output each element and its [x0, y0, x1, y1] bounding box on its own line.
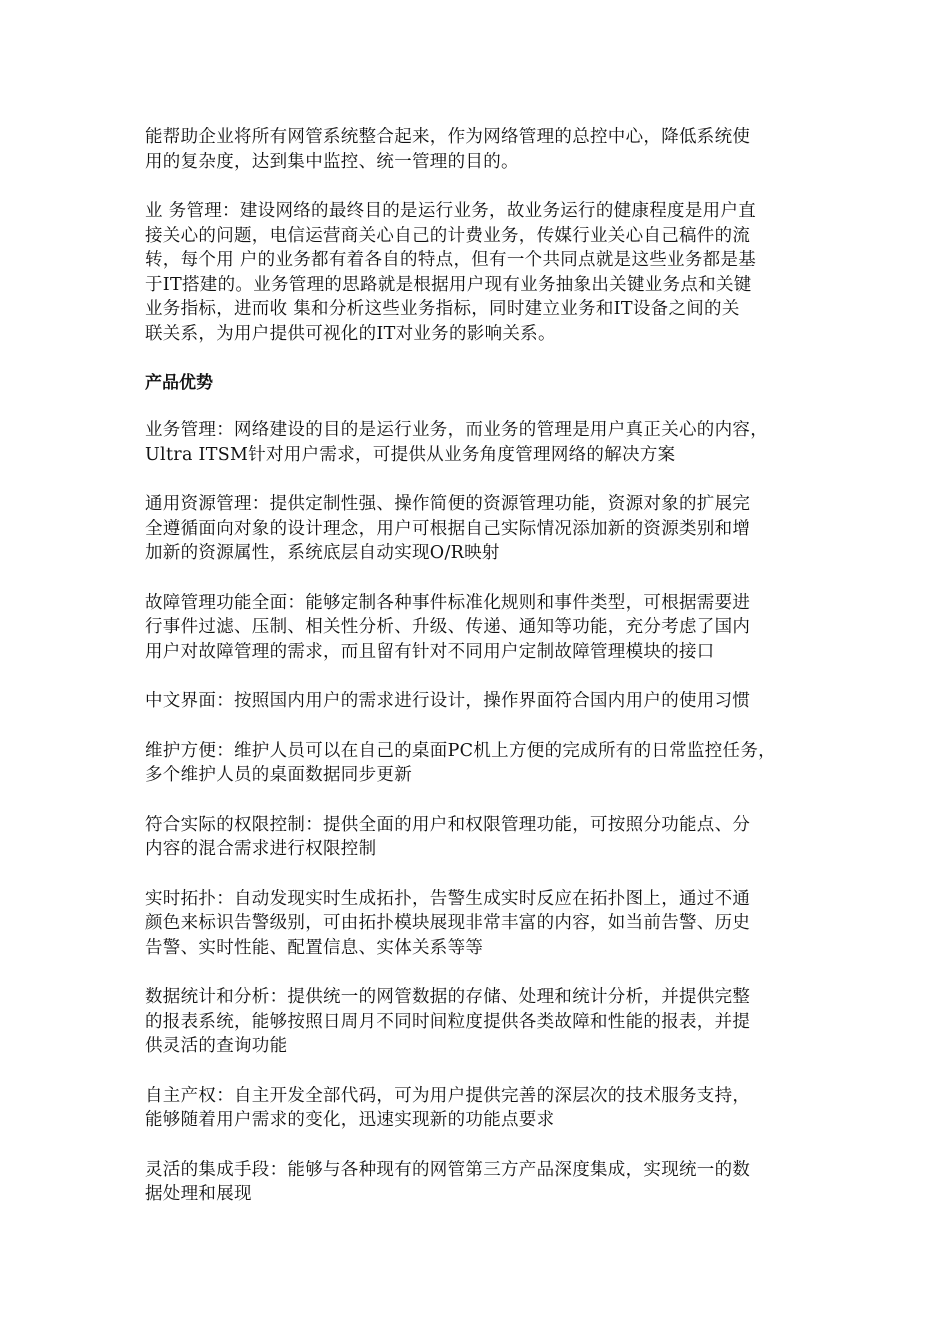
document-page	[145, 125, 810, 1232]
advantage-paragraph: 自主产权：自主开发全部代码，可为用户提供完善的深层次的技术服务支持， 能够随着用户需求的变化，迅速实现新的功能点要求	[145, 1085, 751, 1130]
section-heading: 产品优势	[145, 373, 213, 393]
advantage-paragraph: 数据统计和分析：提供统一的网管数据的存储、处理和统计分析，并提供完整 的报表系统，能够按照日周月不同时间粒度提供各类故障和性能的报表，并提 供灵活的查询功能	[145, 987, 751, 1056]
intro-paragraph: 能帮助企业将所有网管系统整合起来，作为网络管理的总控中心，降低系统使 用的复杂度，达到集中监控、统一管理的目的。	[145, 127, 751, 172]
advantage-paragraph: 实时拓扑：自动发现实时生成拓扑，告警生成实时反应在拓扑图上，通过不通 颜色来标识告警级别，可由拓扑模块展现非常丰富的内容，如当前告警、历史 告警、实时性能、配置信息、实体关系等等	[145, 888, 751, 958]
advantage-paragraph: 灵活的集成手段：能够与各种现有的网管第三方产品深度集成，实现统一的数 据处理和展现	[145, 1159, 751, 1204]
advantage-paragraph: 故障管理功能全面：能够定制各种事件标准化规则和事件类型，可根据需要进 行事件过滤、压制、相关性分析、升级、传递、通知等功能，充分考虑了国内 用户对故障管理的需求，而且留有针对不同用户定制故障管理模块的接口	[145, 592, 751, 662]
business-management-paragraph: 业 务管理：建设网络的最终目的是运行业务，故业务运行的健康程度是用户直 接关心的问题，电信运营商关心自己的计费业务，传媒行业关心自己稿件的流 转，每个用 户的业务都有着各自的特点，但有一个共同点就是这些业务都是基 于IT搭建的。业务管理的思路就是根据用户现有业务抽象出关键业务点和关键 业务指标，进而收 集和分析这些业务指标，同时建立业务和IT设备之间的关 联关系，为用户提供可视化的IT对业务的影响关系。	[145, 201, 757, 344]
advantage-paragraph: 符合实际的权限控制：提供全面的用户和权限管理功能，可按照分功能点、分 内容的混合需求进行权限控制	[145, 814, 751, 859]
advantage-paragraph: 业务管理：网络建设的目的是运行业务，而业务的管理是用户真正关心的内容， Ultra ITSM针对用户需求，可提供从业务角度管理网络的解决方案	[145, 420, 768, 465]
advantage-paragraph: 中文界面：按照国内用户的需求进行设计，操作界面符合国内用户的使用习惯	[145, 691, 751, 711]
advantage-paragraph: 维护方便：维护人员可以在自己的桌面PC机上方便的完成所有的日常监控任务， 多个维护人员的桌面数据同步更新	[145, 740, 776, 785]
advantage-paragraph: 通用资源管理：提供定制性强、操作简便的资源管理功能，资源对象的扩展完 全遵循面向对象的设计理念，用户可根据自己实际情况添加新的资源类别和增 加新的资源属性，系统底层自动实现O/R映射	[145, 494, 751, 563]
